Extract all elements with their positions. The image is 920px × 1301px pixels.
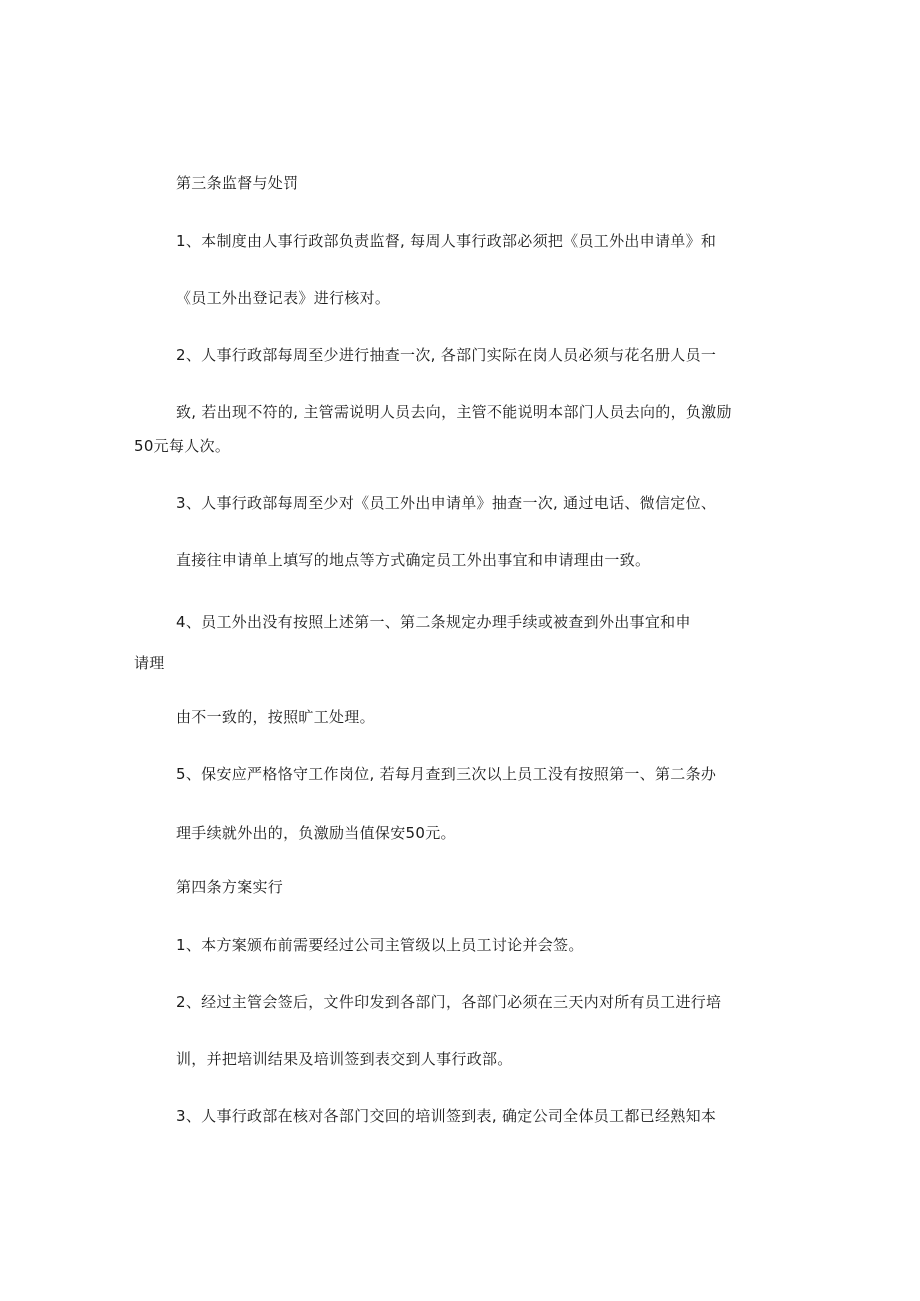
paragraph-line: 5、保安应严格恪守工作岗位, 若每月查到三次以上员工没有按照第一、第二条办 — [176, 765, 717, 783]
paragraph-line: 2、人事行政部每周至少进行抽查一次, 各部门实际在岗人员必须与花名册人员一 — [176, 346, 717, 364]
paragraph-line: 请理 — [134, 654, 165, 672]
paragraph-line: 理手续就外出的，负激励当值保安50元。 — [176, 824, 456, 842]
paragraph-line: 2、经过主管会签后，文件印发到各部门，各部门必须在三天内对所有员工进行培 — [176, 993, 722, 1011]
paragraph-line: 《员工外出登记表》进行核对。 — [176, 289, 391, 307]
paragraph-line: 直接往申请单上填写的地点等方式确定员工外出事宜和申请理由一致。 — [176, 551, 651, 569]
paragraph-line: 由不一致的，按照旷工处理。 — [176, 708, 375, 726]
paragraph-line: 50元每人次。 — [134, 437, 231, 455]
paragraph-line: 致, 若出现不符的, 主管需说明人员去向，主管不能说明本部门人员去向的，负激励 — [176, 403, 732, 421]
section-heading-article-3: 第三条监督与处罚 — [176, 174, 299, 192]
paragraph-line: 3、人事行政部每周至少对《员工外出申请单》抽查一次, 通过电话、微信定位、 — [176, 494, 717, 512]
paragraph-line: 1、本方案颁布前需要经过公司主管级以上员工讨论并会签。 — [176, 936, 584, 954]
paragraph-line: 训，并把培训结果及培训签到表交到人事行政部。 — [176, 1050, 513, 1068]
paragraph-line: 4、员工外出没有按照上述第一、第二条规定办理手续或被查到外出事宜和申 — [176, 613, 691, 631]
paragraph-line: 1、本制度由人事行政部负责监督, 每周人事行政部必须把《员工外出申请单》和 — [176, 232, 717, 250]
paragraph-line: 3、人事行政部在核对各部门交回的培训签到表, 确定公司全体员工都已经熟知本 — [176, 1107, 717, 1125]
section-heading-article-4: 第四条方案实行 — [176, 878, 284, 896]
